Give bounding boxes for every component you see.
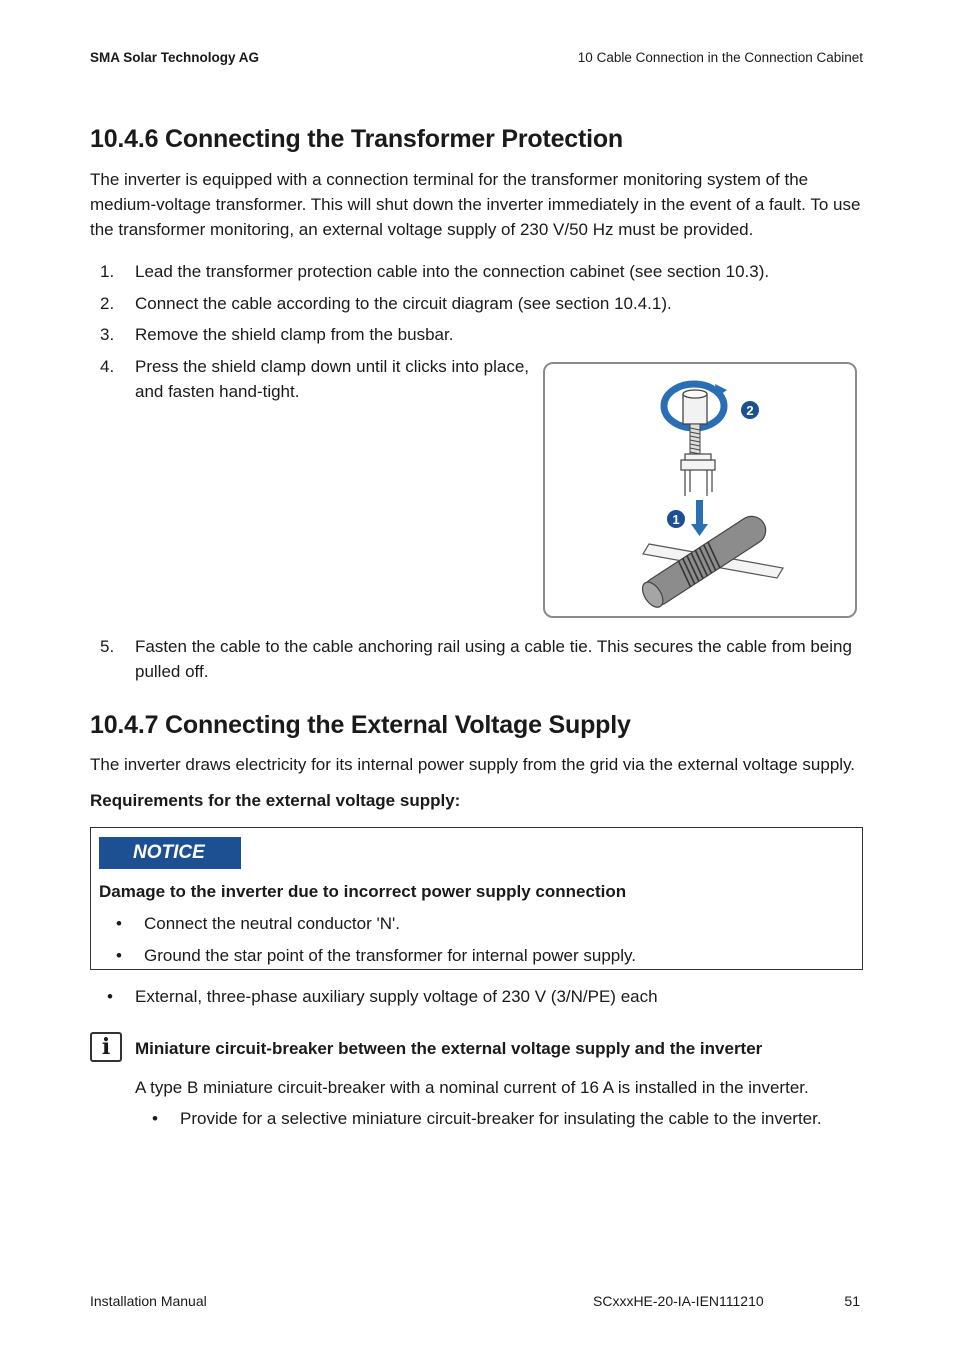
step-text: Lead the transformer protection cable into the connection cabinet (see section 10.3). bbox=[135, 262, 770, 281]
step-text: Connect the cable according to the circuit diagram (see section 10.4.1). bbox=[135, 294, 672, 313]
intro-line: medium-voltage transformer. This will shut down the inverter immediately in the event of a fault. To use bbox=[90, 195, 861, 214]
step-text bbox=[135, 354, 529, 404]
info-icon: i bbox=[90, 1032, 122, 1062]
footer-doc-id: SCxxxHE-20-IA-IEN111210 bbox=[593, 1293, 764, 1309]
info-bullet-text: Provide for a selective miniature circuit-breaker for insulating the cable to the inverter. bbox=[180, 1109, 822, 1128]
step-text: Remove the shield clamp from the busbar. bbox=[135, 325, 454, 344]
step-number: 1. bbox=[100, 262, 115, 281]
section2-intro: The inverter draws electricity for its internal power supply from the grid via the external voltage supply. bbox=[90, 755, 856, 774]
step-number: 2. bbox=[100, 294, 115, 313]
header-company: SMA Solar Technology AG bbox=[90, 50, 260, 65]
step-number: 4. bbox=[100, 357, 115, 376]
section-title-external-voltage-supply: 10.4.7 Connecting the External Voltage Supply bbox=[90, 711, 631, 739]
footer-page-number: 51 bbox=[844, 1293, 860, 1309]
callout-2-label: 2 bbox=[746, 403, 754, 418]
info-text: A type B miniature circuit-breaker with a nominal current of 16 A is installed in the inverter. bbox=[135, 1078, 809, 1097]
header-chapter: 10 Cable Connection in the Connection Cabinet bbox=[577, 50, 863, 65]
intro-line: The inverter is equipped with a connection terminal for the transformer monitoring system of the bbox=[90, 170, 809, 189]
notice-bullet-text: Ground the star point of the transformer for internal power supply. bbox=[144, 946, 636, 965]
footer-manual-title: Installation Manual bbox=[90, 1293, 207, 1309]
step-text-line: pulled off. bbox=[135, 662, 209, 681]
notice-label: NOTICE bbox=[99, 837, 241, 869]
notice-bullet-text: Connect the neutral conductor 'N'. bbox=[144, 914, 400, 933]
shield-clamp-illustration bbox=[545, 364, 855, 616]
notice-bullet-icon: • bbox=[116, 914, 122, 933]
step-text-line: Press the shield clamp down until it clicks into place, bbox=[135, 357, 530, 376]
callout-1-label: 1 bbox=[672, 512, 680, 527]
step-number: 5. bbox=[100, 637, 115, 656]
notice-heading: Damage to the inverter due to incorrect power supply connection bbox=[99, 882, 627, 901]
step-text-line: and fasten hand-tight. bbox=[135, 382, 300, 401]
step-text bbox=[135, 634, 852, 684]
requirement-bullet-text: External, three-phase auxiliary supply voltage of 230 V (3/N/PE) each bbox=[135, 987, 658, 1006]
info-heading: Miniature circuit-breaker between the external voltage supply and the inverter bbox=[135, 1039, 763, 1058]
step-text-line: Fasten the cable to the cable anchoring rail using a cable tie. This secures the cable from being bbox=[135, 637, 852, 656]
step-number: 3. bbox=[100, 325, 115, 344]
requirements-heading: Requirements for the external voltage supply: bbox=[90, 791, 461, 810]
requirement-bullet-icon: • bbox=[107, 987, 113, 1006]
notice-bullet-icon: • bbox=[116, 946, 122, 965]
section-title-transformer-protection: 10.4.6 Connecting the Transformer Protection bbox=[90, 125, 623, 153]
shield-clamp-figure bbox=[543, 362, 857, 618]
info-bullet-icon: • bbox=[152, 1109, 158, 1128]
intro-line: the transformer monitoring, an external voltage supply of 230 V/50 Hz must be provided. bbox=[90, 220, 754, 239]
section1-intro bbox=[90, 167, 860, 242]
